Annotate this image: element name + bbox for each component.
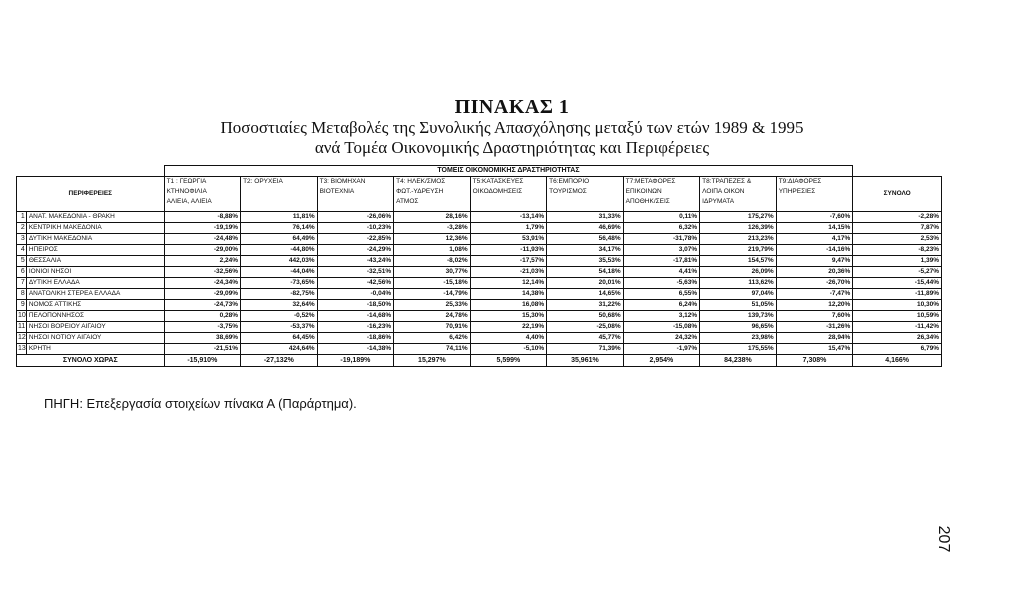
sector-group-header: ΤΟΜΕΙΣ ΟΙΚΟΝΟΜΙΚΗΣ ΔΡΑΣΤΗΡΙΟΤΗΤΑΣ [164, 166, 853, 177]
value-cell: 70,91% [394, 322, 471, 333]
employment-change-table [16, 165, 942, 367]
value-cell: 139,73% [700, 311, 777, 322]
value-cell: 15,47% [776, 344, 853, 355]
value-cell: 1,79% [470, 223, 547, 234]
value-cell: 219,79% [700, 245, 777, 256]
value-cell: 53,91% [470, 234, 547, 245]
value-cell: -15,08% [623, 322, 700, 333]
value-cell: 442,03% [241, 256, 318, 267]
region-name: ΔΥΤΙΚΗ ΜΑΚΕΔΟΝΙΑ [26, 234, 164, 245]
value-cell: -14,68% [317, 311, 394, 322]
row-total-cell: -2,28% [853, 212, 942, 223]
value-cell: 175,55% [700, 344, 777, 355]
table-row [17, 344, 942, 355]
value-cell: -29,09% [164, 289, 241, 300]
value-cell: -14,79% [394, 289, 471, 300]
value-cell: 46,69% [547, 223, 624, 234]
value-cell: 9,47% [776, 256, 853, 267]
row-total-cell: -11,89% [853, 289, 942, 300]
table-row [17, 300, 942, 311]
country-total-value: -27,132% [241, 355, 318, 367]
region-name: ΔΥΤΙΚΗ ΕΛΛΑΔΑ [26, 278, 164, 289]
total-column-header: ΣΥΝΟΛΟ [853, 177, 942, 212]
grand-total-value: 4,166% [853, 355, 942, 367]
value-cell: 28,16% [394, 212, 471, 223]
value-cell: -17,57% [470, 256, 547, 267]
value-cell: 22,19% [470, 322, 547, 333]
table-corner [17, 166, 165, 177]
value-cell: 4,17% [776, 234, 853, 245]
table-title: ΠΙΝΑΚΑΣ 1 [454, 96, 570, 118]
row-number: 8 [17, 289, 27, 300]
value-cell: -14,16% [776, 245, 853, 256]
sector-column-header [547, 177, 624, 212]
value-cell: 6,42% [394, 333, 471, 344]
value-cell: 14,15% [776, 223, 853, 234]
value-cell: 45,77% [547, 333, 624, 344]
value-cell: -5,10% [470, 344, 547, 355]
row-number: 7 [17, 278, 27, 289]
value-cell: -0,52% [241, 311, 318, 322]
value-cell: -21,03% [470, 267, 547, 278]
sector-header-line: ΑΛΙΕΙΑ, ΑΛΙΕΙΑ [166, 198, 212, 205]
value-cell: -3,28% [394, 223, 471, 234]
value-cell: -43,24% [317, 256, 394, 267]
row-number: 6 [17, 267, 27, 278]
value-cell: 11,81% [241, 212, 318, 223]
sector-column-header [776, 177, 853, 212]
value-cell: -18,86% [317, 333, 394, 344]
value-cell: -24,73% [164, 300, 241, 311]
row-total-cell: 7,87% [853, 223, 942, 234]
sector-header-line [549, 197, 621, 207]
country-total-value: 5,599% [470, 355, 547, 367]
row-total-cell: 10,30% [853, 300, 942, 311]
country-total-value: 35,961% [547, 355, 624, 367]
region-name: ΚΡΗΤΗ [26, 344, 164, 355]
sector-header-line: Τ3: ΒΙΟΜΗΧΑΝ [319, 178, 366, 185]
country-total-value: 84,238% [700, 355, 777, 367]
value-cell: -42,56% [317, 278, 394, 289]
value-cell: 38,69% [164, 333, 241, 344]
value-cell: -8,02% [394, 256, 471, 267]
value-cell: 71,39% [547, 344, 624, 355]
sector-header-line: Τ8:ΤΡΑΠΕΖΕΣ & [702, 178, 752, 185]
value-cell: 14,65% [547, 289, 624, 300]
country-total-row [17, 355, 942, 367]
sector-header-line: Τ9:ΔΙΑΦΟΡΕΣ [778, 178, 822, 185]
value-cell: 0,28% [164, 311, 241, 322]
value-cell: 12,36% [394, 234, 471, 245]
region-name: ΘΕΣΣΑΛΙΑ [26, 256, 164, 267]
region-name: ΑΝΑΤΟΛΙΚΗ ΣΤΕΡΕΑ ΕΛΛΑΔΑ [26, 289, 164, 300]
value-cell: 97,04% [700, 289, 777, 300]
sector-header-line: ΥΠΗΡΕΣΙΕΣ [778, 188, 816, 195]
value-cell: 26,09% [700, 267, 777, 278]
region-name: ΙΟΝΙΟΙ ΝΗΣΟΙ [26, 267, 164, 278]
row-number: 5 [17, 256, 27, 267]
value-cell: 12,14% [470, 278, 547, 289]
value-cell: -26,06% [317, 212, 394, 223]
sector-header-line: ΦΩΤ.-ΥΔΡΕΥΣΗ [396, 188, 444, 195]
value-cell: -18,50% [317, 300, 394, 311]
table-row [17, 322, 942, 333]
value-cell: 76,14% [241, 223, 318, 234]
sector-column-header [623, 177, 700, 212]
row-number: 3 [17, 234, 27, 245]
value-cell: 56,48% [547, 234, 624, 245]
country-total-value: -19,189% [317, 355, 394, 367]
value-cell: -17,81% [623, 256, 700, 267]
row-total-cell: 6,79% [853, 344, 942, 355]
value-cell: -29,00% [164, 245, 241, 256]
value-cell: -24,34% [164, 278, 241, 289]
sector-column-header [394, 177, 471, 212]
value-cell: -11,93% [470, 245, 547, 256]
value-cell: -22,85% [317, 234, 394, 245]
value-cell: 14,38% [470, 289, 547, 300]
value-cell: 126,39% [700, 223, 777, 234]
sector-header-line: ΙΔΡΥΜΑΤΑ [702, 198, 735, 205]
value-cell: 6,32% [623, 223, 700, 234]
value-cell: 175,27% [700, 212, 777, 223]
value-cell: 154,57% [700, 256, 777, 267]
value-cell: -21,51% [164, 344, 241, 355]
value-cell: 24,32% [623, 333, 700, 344]
value-cell: 2,24% [164, 256, 241, 267]
value-cell: -16,23% [317, 322, 394, 333]
value-cell: 4,41% [623, 267, 700, 278]
value-cell: -32,56% [164, 267, 241, 278]
table-row [17, 245, 942, 256]
value-cell: -15,18% [394, 278, 471, 289]
row-number: 1 [17, 212, 27, 223]
sector-header-line: ΛΟΙΠΑ ΟΙΚΟΝ [702, 188, 745, 195]
regions-column-header: ΠΕΡΙΦΕΡΕΙΕΣ [17, 177, 165, 212]
value-cell: -26,70% [776, 278, 853, 289]
value-cell: -19,19% [164, 223, 241, 234]
table-subtitle-line-2: ανά Τομέα Οικονομικής Δραστηριότητας και Περιφέρειες [314, 138, 710, 157]
country-total-value: 7,308% [776, 355, 853, 367]
table-row [17, 223, 942, 234]
table-row [17, 234, 942, 245]
sector-header-line: ΟΙΚΟΔΟΜΗΣΕΙΣ [472, 188, 523, 195]
row-total-cell: 26,34% [853, 333, 942, 344]
value-cell: 3,12% [623, 311, 700, 322]
value-cell: 6,24% [623, 300, 700, 311]
sector-header-line: ΑΤΜΟΣ [396, 198, 419, 205]
value-cell: -25,08% [547, 322, 624, 333]
value-cell: -73,65% [241, 278, 318, 289]
value-cell: 113,62% [700, 278, 777, 289]
sector-column-header [164, 177, 241, 212]
value-cell: 3,07% [623, 245, 700, 256]
table-row [17, 311, 942, 322]
row-number: 10 [17, 311, 27, 322]
value-cell: 6,55% [623, 289, 700, 300]
value-cell: 35,53% [547, 256, 624, 267]
value-cell: -31,26% [776, 322, 853, 333]
table-row [17, 289, 942, 300]
sector-header-line [779, 197, 851, 207]
row-total-cell: -11,42% [853, 322, 942, 333]
row-total-cell: 2,53% [853, 234, 942, 245]
value-cell: -0,04% [317, 289, 394, 300]
country-total-label: ΣΥΝΟΛΟ ΧΩΡΑΣ [17, 355, 165, 367]
sector-header-line: ΑΠΟΘΗΚ/ΣΕΙΣ [625, 198, 670, 205]
sector-header-line [473, 197, 545, 207]
value-cell: -3,75% [164, 322, 241, 333]
sector-header-line: Τ6:ΕΜΠΟΡΙΟ [549, 178, 590, 185]
region-name: ΑΝΑΤ. ΜΑΚΕΔΟΝΙΑ - ΘΡΑΚΗ [26, 212, 164, 223]
table-row [17, 278, 942, 289]
row-number: 13 [17, 344, 27, 355]
value-cell: 23,98% [700, 333, 777, 344]
table-row [17, 333, 942, 344]
value-cell: 64,49% [241, 234, 318, 245]
value-cell: 20,36% [776, 267, 853, 278]
value-cell: 34,17% [547, 245, 624, 256]
table-subtitle-line-1: Ποσοστιαίες Μεταβολές της Συνολικής Απασχόλησης μεταξύ των ετών 1989 & 1995 [220, 118, 804, 137]
value-cell: 20,01% [547, 278, 624, 289]
table-row [17, 267, 942, 278]
row-total-cell: -5,27% [853, 267, 942, 278]
sector-header-line [243, 187, 315, 197]
value-cell: -8,88% [164, 212, 241, 223]
sector-header-line: ΚΤΗΝΟΦΙΛΙΑ [166, 188, 207, 195]
sector-header-line: Τ1 : ΓΕΩΡΓΙΑ [166, 178, 207, 185]
row-total-cell: -15,44% [853, 278, 942, 289]
value-cell: 424,64% [241, 344, 318, 355]
row-total-cell: 1,39% [853, 256, 942, 267]
value-cell: 31,22% [547, 300, 624, 311]
value-cell: -44,04% [241, 267, 318, 278]
region-name: ΝΗΣΟΙ ΝΟΤΙΟΥ ΑΙΓΑΙΟΥ [26, 333, 164, 344]
value-cell: -10,23% [317, 223, 394, 234]
sector-header-line: Τ5:ΚΑΤΑΣΚΕΥΕΣ [472, 178, 524, 185]
table-row [17, 212, 942, 223]
row-number: 4 [17, 245, 27, 256]
value-cell: 54,18% [547, 267, 624, 278]
value-cell: -31,78% [623, 234, 700, 245]
value-cell: -14,38% [317, 344, 394, 355]
value-cell: -7,47% [776, 289, 853, 300]
value-cell: -24,48% [164, 234, 241, 245]
sector-header-line [320, 197, 392, 207]
sector-header-line: ΤΟΥΡΙΣΜΟΣ [549, 188, 587, 195]
value-cell: 51,05% [700, 300, 777, 311]
row-total-cell: 10,59% [853, 311, 942, 322]
value-cell: -44,80% [241, 245, 318, 256]
country-total-value: 2,954% [623, 355, 700, 367]
value-cell: -13,14% [470, 212, 547, 223]
value-cell: 28,94% [776, 333, 853, 344]
value-cell: -82,75% [241, 289, 318, 300]
value-cell: 213,23% [700, 234, 777, 245]
value-cell: 7,60% [776, 311, 853, 322]
value-cell: 15,30% [470, 311, 547, 322]
region-name: ΚΕΝΤΡΙΚΗ ΜΑΚΕΔΟΝΙΑ [26, 223, 164, 234]
sector-column-header [470, 177, 547, 212]
value-cell: 25,33% [394, 300, 471, 311]
value-cell: 12,20% [776, 300, 853, 311]
value-cell: 1,08% [394, 245, 471, 256]
region-name: ΝΟΜΟΣ ΑΤΤΙΚΗΣ [26, 300, 164, 311]
sector-header-line: Τ2: ΟΡΥΧΕΙΑ [243, 178, 283, 185]
row-number: 9 [17, 300, 27, 311]
value-cell: -24,29% [317, 245, 394, 256]
value-cell: -32,51% [317, 267, 394, 278]
sector-header-line: Τ4: ΗΛΕΚ/ΣΜΟΣ [396, 178, 446, 185]
page-number: 207 [935, 525, 952, 553]
value-cell: 50,68% [547, 311, 624, 322]
sector-column-header [700, 177, 777, 212]
table-corner-right [853, 166, 942, 177]
value-cell: 24,78% [394, 311, 471, 322]
country-total-value: -15,910% [164, 355, 241, 367]
value-cell: -7,60% [776, 212, 853, 223]
source-note: ΠΗΓΗ: Επεξεργασία στοιχείων πίνακα Α (Παράρτημα). [44, 396, 357, 411]
sector-header-line: Τ7:ΜΕΤΑΦΟΡΕΣ [625, 178, 676, 185]
row-number: 2 [17, 223, 27, 234]
value-cell: -1,97% [623, 344, 700, 355]
sector-header-line: ΕΠΙΚΟΙΝΩΝ [625, 188, 662, 195]
country-total-value: 15,297% [394, 355, 471, 367]
value-cell: 32,64% [241, 300, 318, 311]
value-cell: -5,63% [623, 278, 700, 289]
table-row [17, 256, 942, 267]
sector-column-header [317, 177, 394, 212]
value-cell: 74,11% [394, 344, 471, 355]
row-total-cell: -8,23% [853, 245, 942, 256]
value-cell: 16,08% [470, 300, 547, 311]
region-name: ΝΗΣΟΙ ΒΟΡΕΙΟΥ ΑΙΓΑΙΟΥ [26, 322, 164, 333]
value-cell: -53,37% [241, 322, 318, 333]
sector-header-line [243, 197, 315, 207]
value-cell: 31,33% [547, 212, 624, 223]
value-cell: 30,77% [394, 267, 471, 278]
value-cell: 4,40% [470, 333, 547, 344]
value-cell: 64,45% [241, 333, 318, 344]
row-number: 12 [17, 333, 27, 344]
sector-column-header [241, 177, 318, 212]
region-name: ΠΕΛΟΠΟΝΝΗΣΟΣ [26, 311, 164, 322]
sector-header-line: ΒΙΟΤΕΧΝΙΑ [319, 188, 355, 195]
row-number: 11 [17, 322, 27, 333]
value-cell: 0,11% [623, 212, 700, 223]
value-cell: 96,65% [700, 322, 777, 333]
region-name: ΗΠΕΙΡΟΣ [26, 245, 164, 256]
